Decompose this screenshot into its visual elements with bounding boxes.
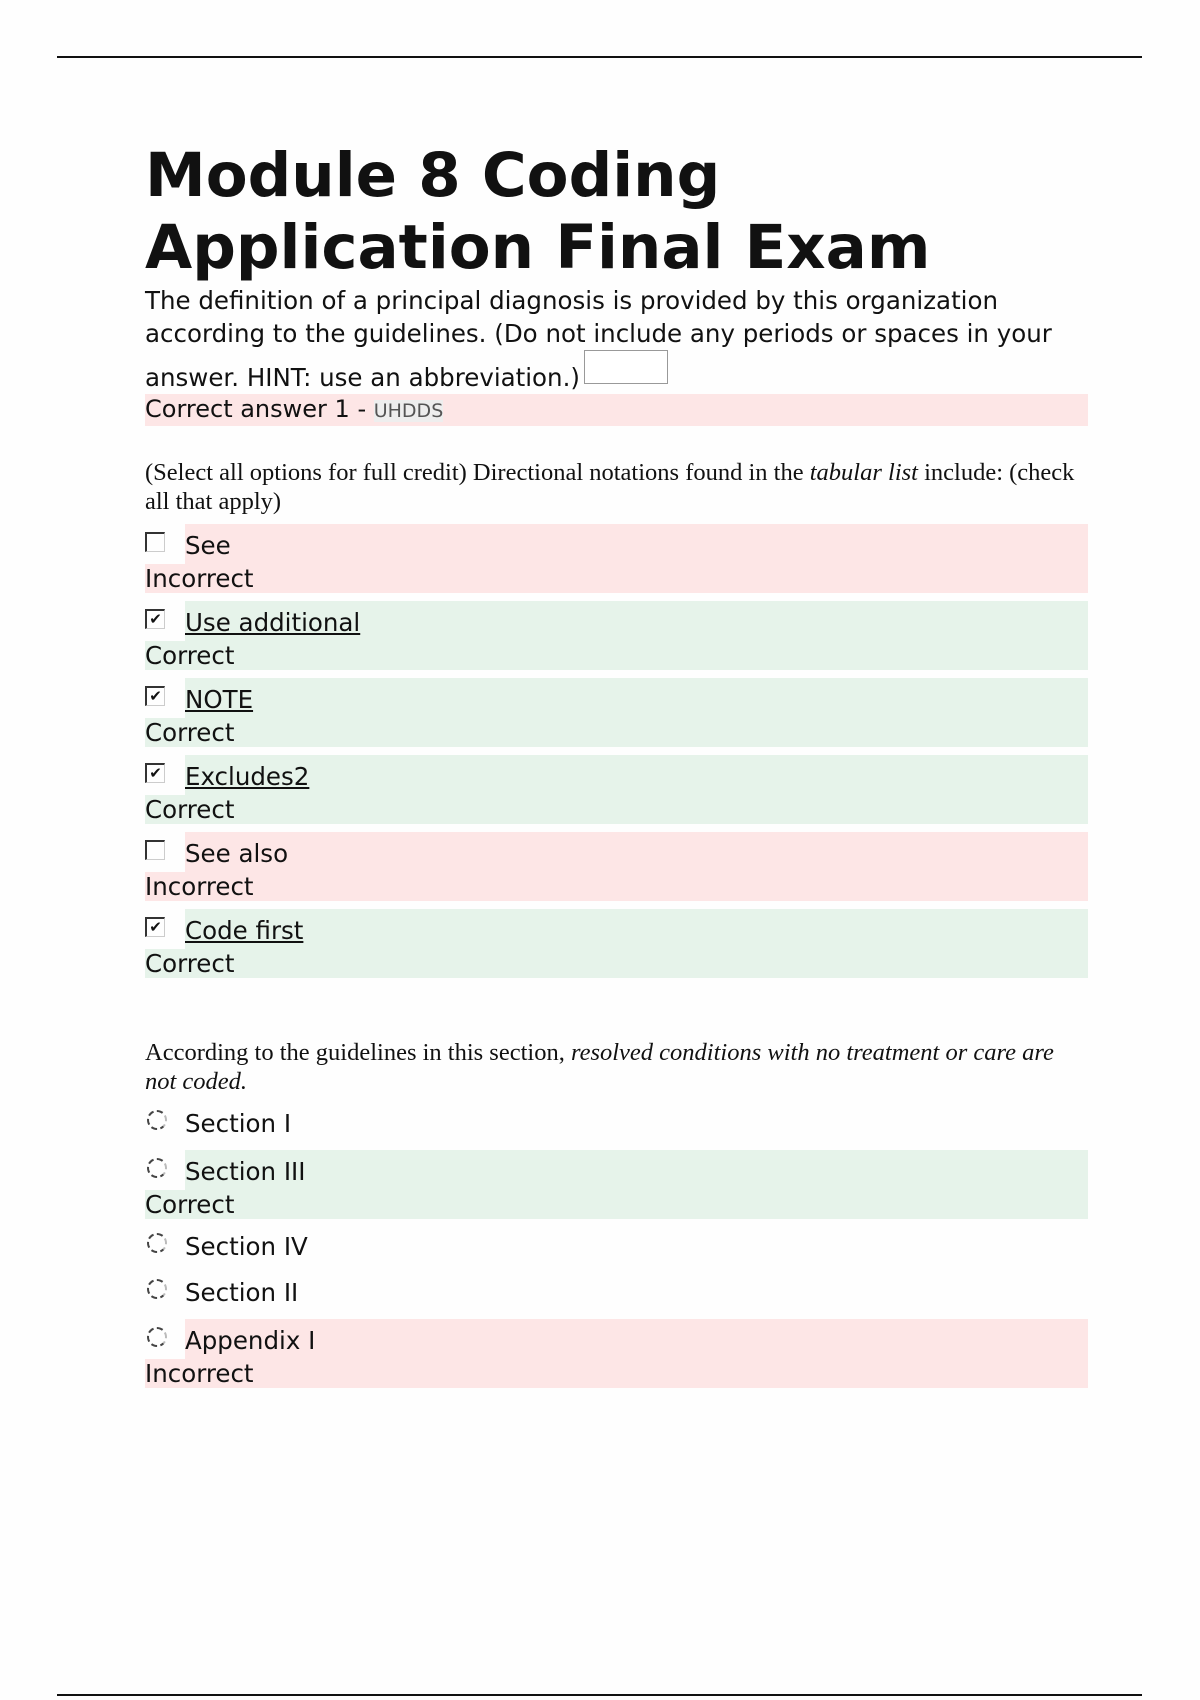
option-item [145,1271,1088,1311]
option-label[interactable] [185,909,1088,949]
checkbox[interactable]: ✔ [145,917,165,937]
option-feedback: Correct [145,795,1088,824]
option-text: NOTE [185,685,254,714]
option-text: Section II [185,1278,299,1307]
option-item [145,1225,1088,1265]
checkbox[interactable]: ✔ [145,686,165,706]
option-label[interactable] [185,1271,1088,1311]
correct-answer [145,394,1088,426]
option-text: Section III [185,1157,306,1186]
option-text: Section I [185,1109,292,1138]
option-item [145,601,1088,670]
checkbox[interactable] [145,840,165,860]
option-feedback: Incorrect [145,564,1088,593]
option-item [145,1102,1088,1142]
exam-content [145,140,1088,1388]
correct-answer-value: UHDDS [373,400,444,422]
option-feedback: Correct [145,949,1088,978]
option-label[interactable] [185,678,1088,718]
option-item [145,909,1088,978]
radio-button[interactable] [147,1110,167,1130]
checkbox[interactable]: ✔ [145,609,165,629]
radio-button[interactable] [147,1233,167,1253]
option-item [145,1150,1088,1219]
option-text: See also [185,839,289,868]
question-2 [145,458,1088,516]
radio-button[interactable] [147,1158,167,1178]
checkbox[interactable] [145,532,165,552]
option-feedback: Correct [145,718,1088,747]
q2-text-end: include: (check all that apply) [145,459,1075,515]
option-feedback: Correct [145,641,1088,670]
top-rule [57,56,1142,58]
option-label[interactable] [185,1225,1088,1265]
q2-text: (Select all options for full credit) Directional notations found in the [145,459,810,486]
question-3 [145,1038,1088,1096]
page-title: Module 8 Coding Application Final Exam [145,140,931,283]
bottom-rule [57,1694,1142,1696]
option-label[interactable] [185,1319,1088,1359]
option-feedback: Incorrect [145,1359,1088,1388]
correct-answer-label: Correct answer 1 - [145,395,374,423]
option-item [145,755,1088,824]
option-text: Appendix I [185,1326,316,1355]
option-label[interactable] [185,1150,1088,1190]
option-label[interactable] [185,1102,1088,1142]
checkbox[interactable]: ✔ [145,763,165,783]
q3-emphasis: resolved conditions with no treatment or care are not coded. [145,1039,1054,1095]
radio-button[interactable] [147,1327,167,1347]
option-text: Use additional [185,608,361,637]
option-item [145,678,1088,747]
option-text: Excludes2 [185,762,310,791]
option-text: See [185,531,231,560]
radio-button[interactable] [147,1279,167,1299]
q2-emphasis: tabular list [809,459,918,486]
option-item [145,832,1088,901]
question-1 [145,284,1088,394]
option-text: Code first [185,916,304,945]
option-label[interactable] [185,832,1088,872]
option-label[interactable] [185,755,1088,795]
option-text: Section IV [185,1232,308,1261]
option-feedback: Correct [145,1190,1088,1219]
option-item [145,1319,1088,1388]
option-feedback: Incorrect [145,872,1088,901]
answer-input[interactable] [584,350,668,384]
option-label[interactable] [185,524,1088,564]
option-label[interactable] [185,601,1088,641]
q3-text: According to the guidelines in this section, [145,1039,571,1066]
question-1-text: The definition of a principal diagnosis is provided by this organization according to the guidelines. (Do not include any periods or spaces in your answer. HINT: use an abbreviation.) [145,286,1052,392]
option-item [145,524,1088,593]
